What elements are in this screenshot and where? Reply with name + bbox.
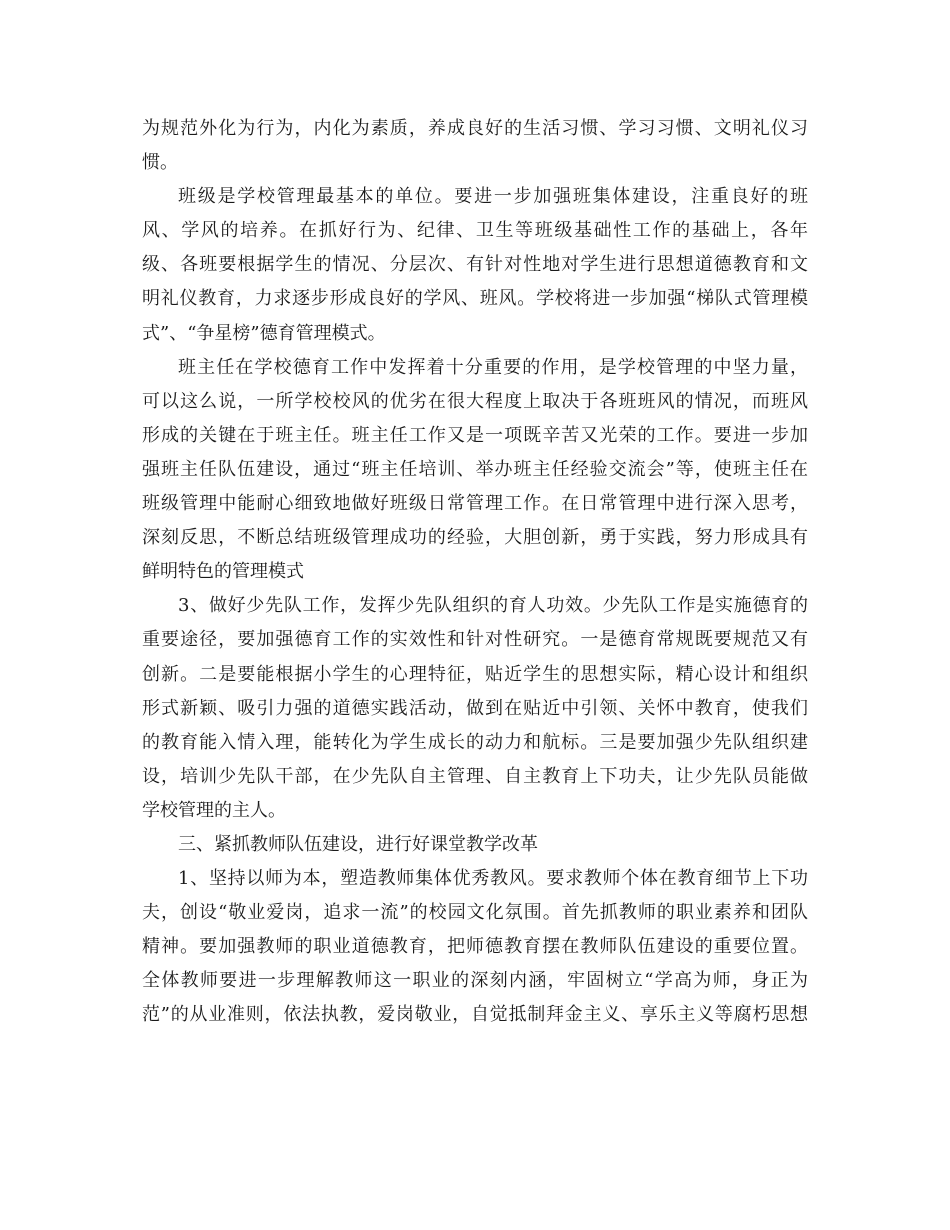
text-line: 可以这么说，一所学校校风的优劣在很大程度上取决于各班班风的情况，而班风 (142, 390, 808, 412)
text-line: 学校管理的主人。 (142, 799, 286, 821)
text-line: 重要途径，要加强德育工作的实效性和针对性研究。一是德育常规既要规范又有 (142, 629, 808, 651)
text-line: 式”、“争星榜”德育管理模式。 (142, 322, 386, 344)
text-line: 强班主任队伍建设，通过“班主任培训、举办班主任经验交流会”等，使班主任在 (142, 458, 808, 480)
text-line: 创新。二是要能根据小学生的心理特征，贴近学生的思想实际，精心设计和组织 (142, 663, 808, 685)
text-line: 精神。要加强教师的职业道德教育，把师德教育摆在教师队伍建设的重要位置。 (142, 936, 808, 958)
text-line: 三、紧抓教师队伍建设，进行好课堂教学改革 (178, 833, 538, 855)
text-line: 深刻反思，不断总结班级管理成功的经验，大胆创新，勇于实践，努力形成具有 (142, 527, 808, 549)
text-line: 全体教师要进一步理解教师这一职业的深刻内涵，牢固树立“学高为师，身正为 (142, 970, 808, 992)
text-line: 形成的关键在于班主任。班主任工作又是一项既辛苦又光荣的工作。要进一步加 (142, 424, 808, 446)
text-line: 风、学风的培养。在抓好行为、纪律、卫生等班级基础性工作的基础上，各年 (142, 220, 808, 242)
text-line: 3、做好少先队工作，发挥少先队组织的育人功效。少先队工作是实施德育的 (178, 595, 808, 617)
text-line: 范”的从业准则，依法执教，爱岗敬业，自觉抵制拜金主义、享乐主义等腐朽思想 (142, 1004, 808, 1026)
text-line: 惯。 (142, 152, 178, 174)
text-line: 班级是学校管理最基本的单位。要进一步加强班集体建设，注重良好的班 (178, 186, 808, 208)
text-line: 班主任在学校德育工作中发挥着十分重要的作用，是学校管理的中坚力量， (178, 356, 808, 378)
text-line: 形式新颖、吸引力强的道德实践活动，做到在贴近中引领、关怀中教育，使我们 (142, 697, 808, 719)
text-line: 级、各班要根据学生的情况、分层次、有针对性地对学生进行思想道德教育和文 (142, 254, 808, 276)
text-line: 的教育能入情入理，能转化为学生成长的动力和航标。三是要加强少先队组织建 (142, 731, 808, 753)
text-line: 设，培训少先队干部，在少先队自主管理、自主教育上下功夫，让少先队员能做 (142, 765, 808, 787)
text-line: 明礼仪教育，力求逐步形成良好的学风、班风。学校将进一步加强“梯队式管理模 (142, 288, 808, 310)
text-line: 为规范外化为行为，内化为素质，养成良好的生活习惯、学习习惯、文明礼仪习 (142, 118, 808, 139)
text-line: 班级管理中能耐心细致地做好班级日常管理工作。在日常管理中进行深入思考， (142, 493, 808, 515)
text-line: 夫，创设“敬业爱岗，追求一流”的校园文化氛围。首先抓教师的职业素养和团队 (142, 902, 808, 924)
text-line: 1、坚持以师为本，塑造教师集体优秀教风。要求教师个体在教育细节上下功 (178, 868, 808, 890)
text-line: 鲜明特色的管理模式 (142, 561, 304, 583)
document-body (142, 112, 808, 1033)
